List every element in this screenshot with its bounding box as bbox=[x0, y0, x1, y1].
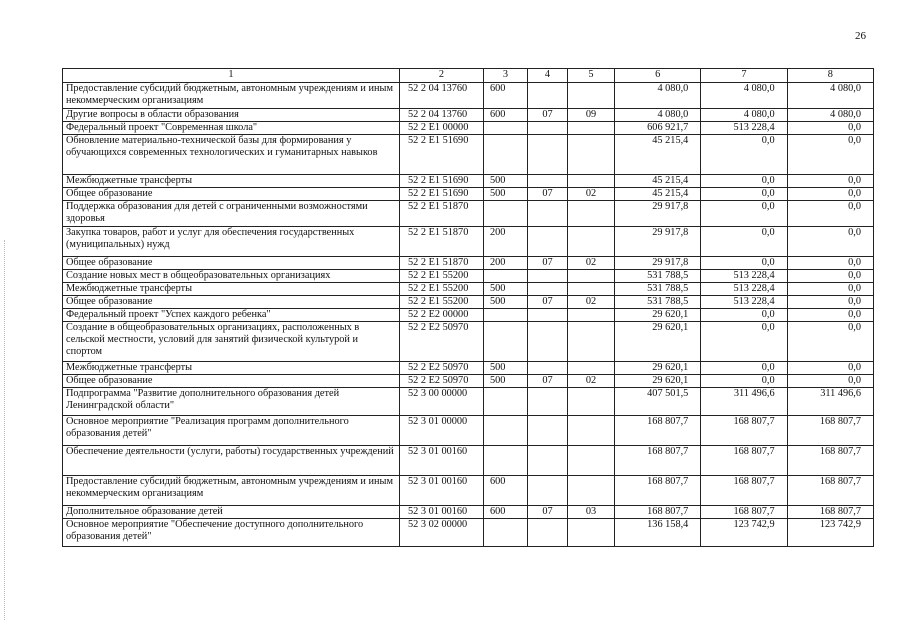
row-code: 52 2 E1 55200 bbox=[400, 283, 484, 296]
row-subsection bbox=[568, 446, 615, 476]
row-value-col8: 0,0 bbox=[787, 362, 873, 375]
row-expense-type: 500 bbox=[484, 375, 528, 388]
row-value-col7: 0,0 bbox=[701, 175, 787, 188]
row-value-col7: 513 228,4 bbox=[701, 296, 787, 309]
row-value-col6: 4 080,0 bbox=[615, 109, 701, 122]
row-value-col8: 0,0 bbox=[787, 283, 873, 296]
row-name: Дополнительное образование детей bbox=[63, 506, 400, 519]
row-subsection bbox=[568, 227, 615, 257]
row-value-col6: 531 788,5 bbox=[615, 283, 701, 296]
row-subsection bbox=[568, 519, 615, 547]
row-subsection bbox=[568, 309, 615, 322]
row-value-col6: 45 215,4 bbox=[615, 135, 701, 175]
row-value-col8: 168 807,7 bbox=[787, 476, 873, 506]
row-code: 52 3 01 00160 bbox=[400, 446, 484, 476]
row-section: 07 bbox=[528, 296, 568, 309]
row-value-col6: 29 620,1 bbox=[615, 362, 701, 375]
row-value-col6: 29 917,8 bbox=[615, 227, 701, 257]
row-section: 07 bbox=[528, 506, 568, 519]
row-subsection bbox=[568, 362, 615, 375]
row-value-col6: 168 807,7 bbox=[615, 416, 701, 446]
row-section: 07 bbox=[528, 375, 568, 388]
row-value-col8: 0,0 bbox=[787, 375, 873, 388]
row-expense-type bbox=[484, 388, 528, 416]
row-code: 52 2 E1 51690 bbox=[400, 135, 484, 175]
row-name: Федеральный проект "Современная школа" bbox=[63, 122, 400, 135]
row-value-col6: 531 788,5 bbox=[615, 296, 701, 309]
header-col-6: 6 bbox=[615, 69, 701, 83]
row-code: 52 3 01 00000 bbox=[400, 416, 484, 446]
row-subsection bbox=[568, 270, 615, 283]
row-value-col8: 168 807,7 bbox=[787, 416, 873, 446]
row-subsection bbox=[568, 83, 615, 109]
row-subsection: 02 bbox=[568, 257, 615, 270]
table-row bbox=[63, 388, 874, 416]
row-code: 52 2 E2 50970 bbox=[400, 362, 484, 375]
row-expense-type: 200 bbox=[484, 227, 528, 257]
table-row bbox=[63, 322, 874, 362]
row-code: 52 2 E1 55200 bbox=[400, 296, 484, 309]
row-value-col8: 0,0 bbox=[787, 227, 873, 257]
row-subsection bbox=[568, 175, 615, 188]
row-section bbox=[528, 227, 568, 257]
row-value-col6: 168 807,7 bbox=[615, 446, 701, 476]
row-name: Общее образование bbox=[63, 296, 400, 309]
row-expense-type bbox=[484, 519, 528, 547]
row-value-col7: 0,0 bbox=[701, 201, 787, 227]
row-value-col7: 0,0 bbox=[701, 322, 787, 362]
margin-dotted-line bbox=[4, 240, 6, 620]
row-code: 52 2 E1 51690 bbox=[400, 175, 484, 188]
row-subsection: 03 bbox=[568, 506, 615, 519]
row-value-col7: 513 228,4 bbox=[701, 122, 787, 135]
page-number: 26 bbox=[855, 30, 866, 42]
header-col-4: 4 bbox=[528, 69, 568, 83]
row-expense-type: 500 bbox=[484, 283, 528, 296]
row-expense-type: 600 bbox=[484, 109, 528, 122]
row-name: Предоставление субсидий бюджетным, автономным учреждениям и иным некоммерческим организациям bbox=[63, 83, 400, 109]
row-name: Другие вопросы в области образования bbox=[63, 109, 400, 122]
row-value-col8: 4 080,0 bbox=[787, 83, 873, 109]
row-section bbox=[528, 322, 568, 362]
row-section bbox=[528, 175, 568, 188]
row-subsection bbox=[568, 322, 615, 362]
row-value-col7: 0,0 bbox=[701, 309, 787, 322]
row-code: 52 2 E1 55200 bbox=[400, 270, 484, 283]
row-subsection: 09 bbox=[568, 109, 615, 122]
row-value-col6: 168 807,7 bbox=[615, 476, 701, 506]
row-section bbox=[528, 309, 568, 322]
row-code: 52 2 E1 51870 bbox=[400, 227, 484, 257]
row-value-col6: 29 917,8 bbox=[615, 201, 701, 227]
row-value-col8: 0,0 bbox=[787, 322, 873, 362]
row-section bbox=[528, 388, 568, 416]
row-expense-type bbox=[484, 446, 528, 476]
table-row bbox=[63, 309, 874, 322]
row-expense-type: 600 bbox=[484, 83, 528, 109]
row-section bbox=[528, 416, 568, 446]
row-name: Межбюджетные трансферты bbox=[63, 175, 400, 188]
row-value-col8: 0,0 bbox=[787, 201, 873, 227]
row-value-col6: 531 788,5 bbox=[615, 270, 701, 283]
table-row bbox=[63, 283, 874, 296]
row-value-col6: 45 215,4 bbox=[615, 188, 701, 201]
row-code: 52 2 E2 50970 bbox=[400, 375, 484, 388]
table-row bbox=[63, 257, 874, 270]
row-expense-type bbox=[484, 322, 528, 362]
row-value-col8: 0,0 bbox=[787, 135, 873, 175]
row-expense-type bbox=[484, 122, 528, 135]
row-value-col6: 29 917,8 bbox=[615, 257, 701, 270]
row-value-col6: 29 620,1 bbox=[615, 322, 701, 362]
table-row bbox=[63, 122, 874, 135]
row-value-col7: 0,0 bbox=[701, 188, 787, 201]
row-code: 52 3 01 00160 bbox=[400, 506, 484, 519]
row-name: Основное мероприятие "Реализация программ дополнительного образования детей" bbox=[63, 416, 400, 446]
row-expense-type: 600 bbox=[484, 506, 528, 519]
row-name: Поддержка образования для детей с ограниченными возможностями здоровья bbox=[63, 201, 400, 227]
row-subsection: 02 bbox=[568, 188, 615, 201]
row-value-col7: 0,0 bbox=[701, 227, 787, 257]
table-row bbox=[63, 416, 874, 446]
row-name: Создание новых мест в общеобразовательных организациях bbox=[63, 270, 400, 283]
table-row bbox=[63, 109, 874, 122]
row-section bbox=[528, 201, 568, 227]
row-expense-type bbox=[484, 309, 528, 322]
row-value-col8: 168 807,7 bbox=[787, 446, 873, 476]
row-value-col8: 168 807,7 bbox=[787, 506, 873, 519]
row-section bbox=[528, 83, 568, 109]
row-code: 52 2 E1 51870 bbox=[400, 201, 484, 227]
row-value-col7: 513 228,4 bbox=[701, 270, 787, 283]
row-value-col8: 0,0 bbox=[787, 270, 873, 283]
row-value-col8: 0,0 bbox=[787, 188, 873, 201]
row-value-col7: 513 228,4 bbox=[701, 283, 787, 296]
row-name: Подпрограмма "Развитие дополнительного образования детей Ленинградской области" bbox=[63, 388, 400, 416]
row-expense-type bbox=[484, 135, 528, 175]
row-value-col7: 168 807,7 bbox=[701, 416, 787, 446]
table-row bbox=[63, 296, 874, 309]
row-code: 52 2 04 13760 bbox=[400, 83, 484, 109]
header-col-7: 7 bbox=[701, 69, 787, 83]
table-row bbox=[63, 175, 874, 188]
row-value-col6: 29 620,1 bbox=[615, 375, 701, 388]
row-subsection bbox=[568, 201, 615, 227]
row-value-col8: 311 496,6 bbox=[787, 388, 873, 416]
table-row bbox=[63, 83, 874, 109]
row-name: Закупка товаров, работ и услуг для обеспечения государственных (муниципальных) нужд bbox=[63, 227, 400, 257]
header-col-8: 8 bbox=[787, 69, 873, 83]
row-section: 07 bbox=[528, 257, 568, 270]
table-row bbox=[63, 135, 874, 175]
row-section bbox=[528, 122, 568, 135]
row-subsection bbox=[568, 416, 615, 446]
row-expense-type: 200 bbox=[484, 257, 528, 270]
row-value-col8: 0,0 bbox=[787, 257, 873, 270]
row-subsection: 02 bbox=[568, 296, 615, 309]
row-value-col8: 0,0 bbox=[787, 309, 873, 322]
row-section bbox=[528, 283, 568, 296]
row-value-col7: 4 080,0 bbox=[701, 83, 787, 109]
row-section: 07 bbox=[528, 188, 568, 201]
row-name: Общее образование bbox=[63, 188, 400, 201]
table-row bbox=[63, 188, 874, 201]
row-value-col7: 0,0 bbox=[701, 135, 787, 175]
row-section bbox=[528, 476, 568, 506]
row-subsection bbox=[568, 476, 615, 506]
row-section bbox=[528, 446, 568, 476]
table-row bbox=[63, 476, 874, 506]
row-name: Создание в общеобразовательных организациях, расположенных в сельской местности, условий для занятий физической культурой и спортом bbox=[63, 322, 400, 362]
row-section: 07 bbox=[528, 109, 568, 122]
header-row bbox=[63, 69, 874, 83]
row-name: Обеспечение деятельности (услуги, работы) государственных учреждений bbox=[63, 446, 400, 476]
row-section bbox=[528, 135, 568, 175]
row-subsection bbox=[568, 388, 615, 416]
row-code: 52 3 01 00160 bbox=[400, 476, 484, 506]
row-code: 52 2 E1 51690 bbox=[400, 188, 484, 201]
row-subsection bbox=[568, 135, 615, 175]
row-expense-type: 500 bbox=[484, 362, 528, 375]
row-value-col8: 0,0 bbox=[787, 122, 873, 135]
row-code: 52 3 02 00000 bbox=[400, 519, 484, 547]
row-value-col6: 45 215,4 bbox=[615, 175, 701, 188]
row-value-col6: 168 807,7 bbox=[615, 506, 701, 519]
row-code: 52 2 E2 50970 bbox=[400, 322, 484, 362]
row-value-col7: 311 496,6 bbox=[701, 388, 787, 416]
table-row bbox=[63, 506, 874, 519]
row-value-col7: 123 742,9 bbox=[701, 519, 787, 547]
table-row bbox=[63, 375, 874, 388]
row-code: 52 3 00 00000 bbox=[400, 388, 484, 416]
row-section bbox=[528, 362, 568, 375]
row-code: 52 2 E1 51870 bbox=[400, 257, 484, 270]
row-subsection: 02 bbox=[568, 375, 615, 388]
table-header bbox=[63, 69, 874, 83]
budget-table bbox=[62, 68, 874, 547]
row-code: 52 2 E1 00000 bbox=[400, 122, 484, 135]
row-expense-type bbox=[484, 201, 528, 227]
row-name: Общее образование bbox=[63, 257, 400, 270]
header-col-3: 3 bbox=[484, 69, 528, 83]
table-row bbox=[63, 362, 874, 375]
row-value-col8: 4 080,0 bbox=[787, 109, 873, 122]
row-value-col8: 0,0 bbox=[787, 296, 873, 309]
row-expense-type: 500 bbox=[484, 188, 528, 201]
table-row bbox=[63, 227, 874, 257]
row-name: Федеральный проект "Успех каждого ребенка" bbox=[63, 309, 400, 322]
row-section bbox=[528, 519, 568, 547]
row-value-col8: 123 742,9 bbox=[787, 519, 873, 547]
row-value-col7: 0,0 bbox=[701, 362, 787, 375]
row-value-col6: 606 921,7 bbox=[615, 122, 701, 135]
row-value-col7: 168 807,7 bbox=[701, 476, 787, 506]
row-value-col6: 136 158,4 bbox=[615, 519, 701, 547]
row-expense-type bbox=[484, 270, 528, 283]
row-section bbox=[528, 270, 568, 283]
row-value-col7: 0,0 bbox=[701, 257, 787, 270]
row-value-col7: 168 807,7 bbox=[701, 446, 787, 476]
table-body bbox=[63, 83, 874, 547]
row-name: Предоставление субсидий бюджетным, автономным учреждениям и иным некоммерческим организациям bbox=[63, 476, 400, 506]
row-subsection bbox=[568, 283, 615, 296]
table-row bbox=[63, 446, 874, 476]
header-col-2: 2 bbox=[400, 69, 484, 83]
row-value-col7: 0,0 bbox=[701, 375, 787, 388]
row-name: Межбюджетные трансферты bbox=[63, 362, 400, 375]
row-name: Основное мероприятие "Обеспечение доступного дополнительного образования детей" bbox=[63, 519, 400, 547]
row-name: Общее образование bbox=[63, 375, 400, 388]
row-value-col7: 4 080,0 bbox=[701, 109, 787, 122]
row-value-col6: 4 080,0 bbox=[615, 83, 701, 109]
row-value-col8: 0,0 bbox=[787, 175, 873, 188]
row-subsection bbox=[568, 122, 615, 135]
row-code: 52 2 04 13760 bbox=[400, 109, 484, 122]
row-expense-type: 500 bbox=[484, 296, 528, 309]
row-expense-type: 600 bbox=[484, 476, 528, 506]
row-value-col6: 29 620,1 bbox=[615, 309, 701, 322]
row-expense-type: 500 bbox=[484, 175, 528, 188]
header-col-1: 1 bbox=[63, 69, 400, 83]
row-value-col7: 168 807,7 bbox=[701, 506, 787, 519]
table-row bbox=[63, 270, 874, 283]
row-name: Обновление материально-технической базы для формирования у обучающихся современных технологических и гуманитарных навыков bbox=[63, 135, 400, 175]
row-value-col6: 407 501,5 bbox=[615, 388, 701, 416]
table-row bbox=[63, 201, 874, 227]
header-col-5: 5 bbox=[568, 69, 615, 83]
row-expense-type bbox=[484, 416, 528, 446]
row-name: Межбюджетные трансферты bbox=[63, 283, 400, 296]
table-row bbox=[63, 519, 874, 547]
row-code: 52 2 E2 00000 bbox=[400, 309, 484, 322]
